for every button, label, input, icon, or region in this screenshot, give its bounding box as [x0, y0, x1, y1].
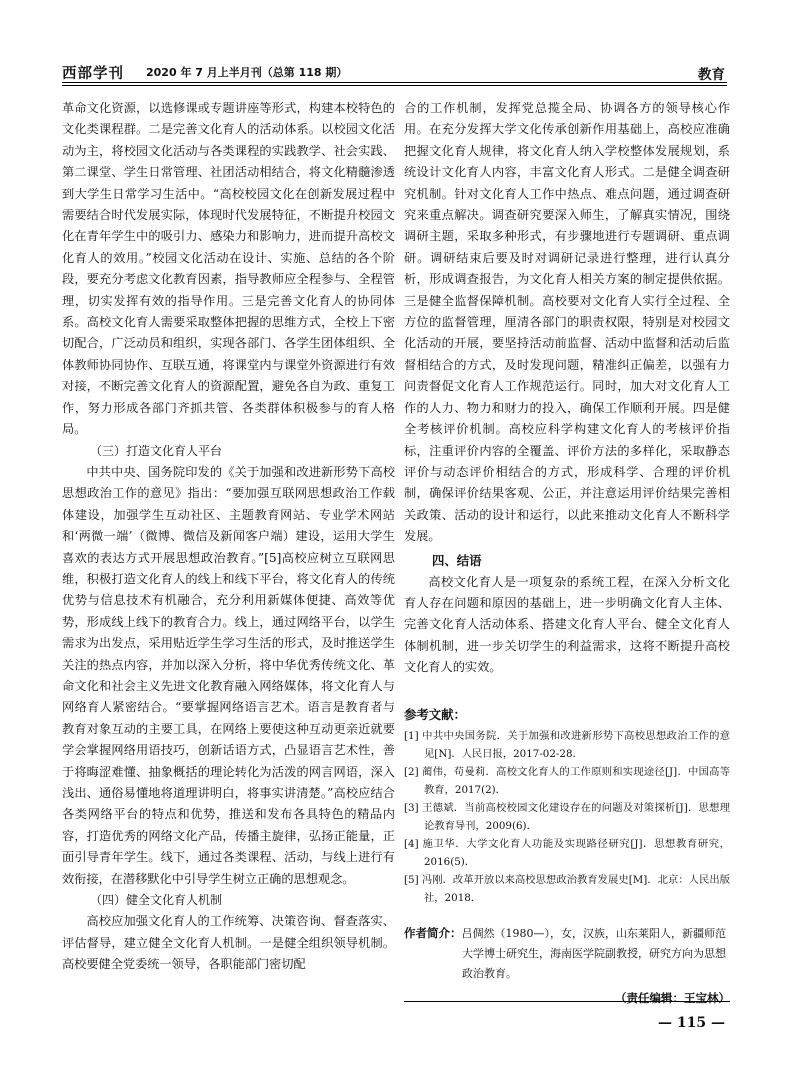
body-paragraph: 合的工作机制，发挥党总揽全局、协调各方的领导核心作用。在充分发挥大学文化传承创新作用基础上，高校应准确把握文化育人规律，将文化育人纳入学校整体发展规划，系统设计文化育人内容，丰富文化育人形式。二是健全调查研究机制。针对文化育人工作中热点、难点问题，通过调查研究来重点解决。调查研究要深入师生，了解真实情况，围绕调研主题，采取多种形式，有步骤地进行专题调研、重点调研。调研结束后要及时对调研记录进行整理，进行认真分析，形成调查报告，为文化育人相关方案的制定提供依据。三是健全监督保障机制。高校要对文化育人实行全过程、全方位的监督管理，厘清各部门的职责权限，特别是对校园文化活动的开展，要坚持活动前监督、活动中监督和活动后监督相结合的方式，及时发现问题，精准纠正偏差，以强有力问责督促文化育人工作规范运行。同时，加大对文化育人工作的人力、物力和财力的投入，确保工作顺利开展。四是健全考核评价机制。高校应科学构建文化育人的考核评价指标，注重评价内容的全覆盖、评价方法的多样化，采取静态评价与动态评价相结合的方式，形成科学、合理的评价机制，确保评价结果客观、公正，并注意运用评价结果完善相关政策、活动的设计和运行，以此来推动文化育人不断科学发展。 [404, 101, 730, 544]
header-rule [62, 82, 727, 83]
issue-info: 2020 年 7 月上半月刊（总第 118 期） [146, 66, 348, 79]
body-paragraph: 革命文化资源，以选修课或专题讲座等形式，构建本校特色的文化类课程群。二是完善文化育人的活动体系。以校园文化活动为主，将校园文化活动与各类课程的实践教学、社会实践、第二课堂、学生日常管理、社团活动相结合，将文化精髓渗透到大学生日常学习生活中。“高校校园文化在创新发展过程中需要结合时代发展实际，体现时代发展特征，不断提升校园文化在青年学生中的吸引力、感染力和影响力，进而提升高校文化育人的效用。”校园文化活动在设计、实施、总结的各个阶段，要充分考虑文化教育因素，指导教师应全程参与、全程管理，切实发挥有效的指导作用。三是完善文化育人的协同体系。高校文化育人需要采取整体把握的思维方式，全校上下密切配合，广泛动员和组织，实现各部门、各学生团体组织、全体教师协同协作、互联互通，将课堂内与课堂外资源进行有效对接，不断完善文化育人的资源配置，避免各自为政、重复工作，努力形成各部门齐抓共管、各类群体积极参与的育人格局。 [62, 101, 395, 437]
reference-item: [1] 中共中央国务院．关于加强和改进新形势下高校思想政治工作的意见[N]．人民日报，2017-02-28． [404, 729, 730, 760]
author-bio-text: 吕倜然（1980—），女，汉族，山东莱阳人，新疆师范大学博士研究生，海南医学院副教授，研究方向为思想政治教育。 [461, 926, 726, 980]
reference-item: [4] 施卫华．大学文化育人功能及实现路径研究[J]．思想教育研究，2016(5)． [404, 837, 730, 868]
left-column [62, 98, 395, 976]
header-rule-thin [62, 85, 727, 86]
reference-item: [3] 王德斌．当前高校校园文化建设存在的问题及对策探析[J]．思想理论教育导刊，2009(6)． [404, 801, 730, 832]
footer-rule [404, 1001, 730, 1002]
body-paragraph: 高校应加强文化育人的工作统筹、决策咨询、督查落实、评估督导，建立健全文化育人机制。一是健全组织领导机制。高校要健全党委统一领导，各职能部门密切配 [62, 914, 395, 972]
reference-item: [5] 冯刚．改革开放以来高校思想政治教育发展史[M]．北京：人民出版社，2018． [404, 873, 730, 904]
right-column [404, 98, 730, 1006]
subsection-heading: （三）打造文化育人平台 [90, 443, 223, 458]
section-label: 教育 [698, 67, 725, 83]
references-title: 参考文献： [404, 706, 466, 722]
page-number: — 115 — [658, 1015, 725, 1031]
body-paragraph: 高校文化育人是一项复杂的系统工程，在深入分析文化育人存在问题和原因的基础上，进一步明确文化育人主体、完善文化育人活动体系、搭建文化育人平台、健全文化育人体制机制，进一步关切学生的利益需求，这将不断提升高校文化育人的实效。 [404, 574, 730, 675]
body-paragraph: 中共中央、国务院印发的《关于加强和改进新形势下高校思想政治工作的意见》指出：“要加强互联网思想政治工作载体建设，加强学生互动社区、主题教育网站、专业学术网站和‘两微一端’（微博、微信及新闻客户端）建设，运用大学生喜欢的表达方式开展思想政治教育。”[5]高校应树立互联网思维，积极打造文化育人的线上和线下平台，将文化育人的传统优势与信息技术有机融合，充分利用新媒体便捷、高效等优势，形成线上线下的教育合力。线上，通过网络平台，以学生需求为出发点，采用贴近学生学习生活的形式，及时推送学生关注的热点内容，并加以深入分析，将中华优秀传统文化、革命文化和社会主义先进文化教育融入网络媒体，将文化育人与网络育人紧密结合。“要掌握网络语言艺术。语言是教育者与教育对象互动的主要工具，在网络上要使这种互动更亲近就要学会掌握网络用语技巧，创新话语方式，凸显语言艺术性，善于将晦涩难懂、抽象概括的理论转化为活泼的网言网语，深入浅出、通俗易懂地将道理讲明白，将事实讲清楚。”高校应结合各类网络平台的特点和优势，推送和发布各具特色的精品内容，打造优秀的网络文化产品，传播主旋律，弘扬正能量，正面引导青年学生。线下，通过各类课程、活动，与线上进行有效衔接，在潜移默化中引导学生树立正确的思想观念。 [62, 464, 395, 886]
author-bio-label: 作者简介： [404, 925, 462, 940]
reference-item: [2] 蔺伟，苟曼莉．高校文化育人的工作原则和实现途径[J]．中国高等教育，2017(2)． [404, 765, 730, 796]
subsection-heading: （四）健全文化育人机制 [90, 893, 223, 908]
author-bio [404, 923, 730, 984]
journal-title: 西部学刊 [62, 65, 124, 82]
running-header [62, 60, 727, 82]
responsible-editor: （责任编辑：王宝林） [615, 990, 730, 1005]
section-heading: 四、结语 [432, 552, 482, 568]
